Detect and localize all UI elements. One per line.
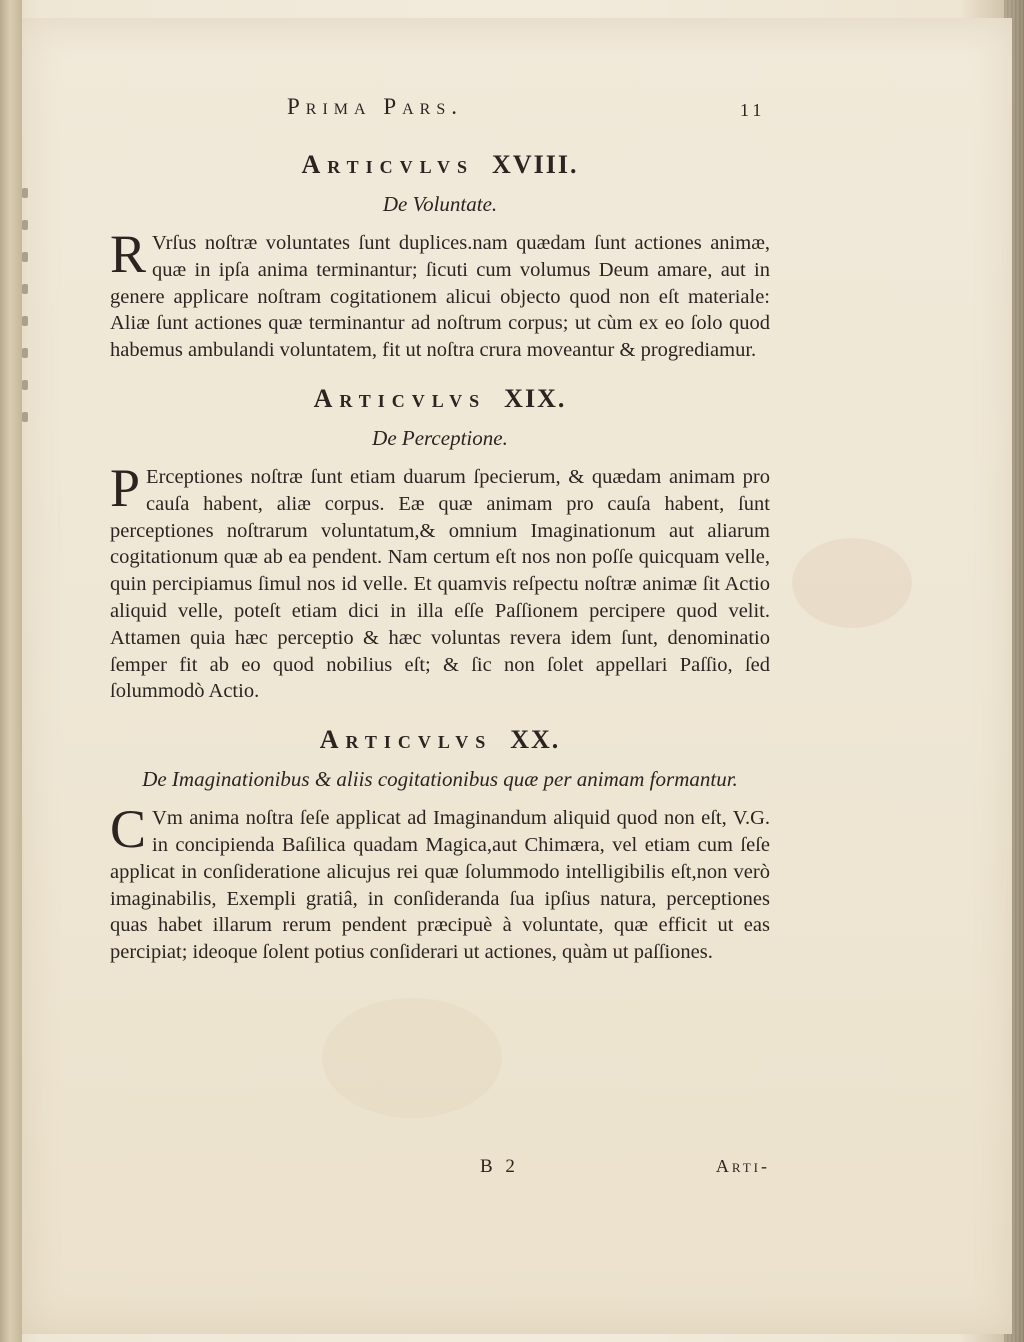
margin-mark bbox=[22, 380, 28, 390]
article-label: Articvlvs bbox=[301, 150, 475, 179]
article-heading bbox=[110, 148, 770, 182]
article-label: Articvlvs bbox=[319, 725, 493, 755]
article-xx bbox=[110, 723, 770, 966]
bleed-through-margin bbox=[22, 188, 32, 444]
margin-mark bbox=[22, 284, 28, 294]
paper-stain bbox=[792, 538, 912, 628]
article-xviii bbox=[110, 148, 770, 364]
running-title: Prima Pars. bbox=[287, 94, 463, 119]
article-numeral: XX. bbox=[510, 725, 561, 755]
margin-mark bbox=[22, 188, 28, 198]
article-subtitle: De Voluntate. bbox=[382, 192, 498, 216]
margin-mark bbox=[22, 316, 28, 326]
article-label: Articvlvs bbox=[313, 383, 487, 413]
article-heading bbox=[110, 723, 770, 757]
article-numeral: XVIII. bbox=[492, 150, 579, 179]
page bbox=[22, 18, 1012, 1334]
paper-stain bbox=[322, 998, 502, 1118]
margin-mark bbox=[22, 348, 28, 358]
article-subtitle: De Perceptione. bbox=[372, 425, 508, 450]
drop-cap: C bbox=[110, 799, 147, 860]
page-number: 11 bbox=[740, 100, 766, 120]
drop-cap: P bbox=[110, 457, 141, 518]
article-paragraph bbox=[110, 224, 770, 364]
article-xix bbox=[110, 382, 770, 705]
paragraph-text: Vrſus noſtræ voluntates ſunt duplices.nam quædam ſunt actiones animæ, quæ in ipſa anima terminantur; ſicuti cum volumus Deum amare, aut in genere applicare noſtram cogitationem alicui objecto quod non eſt materiale: Aliæ ſunt actiones quæ terminantur ad noſtrum corpus; ut cùm ex eo ſolo quod habemus ambulandi voluntatem, fit ut noſtra crura moveantur & progrediamur. bbox=[110, 232, 770, 362]
article-heading bbox=[110, 382, 770, 416]
margin-mark bbox=[22, 252, 28, 262]
page-footer bbox=[110, 1156, 770, 1184]
drop-cap: R bbox=[110, 224, 147, 284]
margin-mark bbox=[22, 412, 28, 422]
body-text bbox=[110, 148, 770, 984]
article-paragraph bbox=[110, 457, 770, 705]
left-page-edge bbox=[0, 0, 22, 1342]
article-numeral: XIX. bbox=[504, 383, 567, 413]
paragraph-text: Erceptiones noſtræ ſunt etiam duarum ſpecierum, & quædam animam pro cauſa habent, aliæ corpus. Eæ quæ animam pro cauſa habent, ſunt perceptiones noſtrarum voluntatum,& omnium Imaginationum aut aliarum cogitationum quæ ab ea pendent. Nam certum eſt nos non poſſe quicquam velle, quin percipiamus ſimul nos id velle. Et quamvis reſpectu noſtræ animæ ſit Actio aliquid velle, poteſt etiam dici in illa eſſe Paſſionem percipere quod velit. Attamen quia hæc perceptio & hæc voluntas revera idem ſunt, denominatio ſemper fit ab eo quod nobilius eſt; & ſic non ſolet appellari Paſſio, ſed ſolummodò Actio. bbox=[110, 465, 770, 703]
catchword: Arti- bbox=[715, 1156, 770, 1176]
margin-mark bbox=[22, 220, 28, 230]
running-head bbox=[22, 88, 1012, 128]
article-paragraph bbox=[110, 799, 770, 966]
paragraph-text: Vm anima noſtra ſeſe applicat ad Imaginandum aliquid quod non eſt, V.G. in concipienda Baſilica quadam Magica,aut Chimæra, vel etiam cum ſeſe applicat in conſideratione alicujus rei quæ ſolummodo intelligibilis eſt,non verò imaginabilis, Exempli gratiâ, in conſideranda ſua ipſius natura, perceptiones quas habet illarum rerum pendent præcipuè à voluntate, quæ efficit ut eas percipiat; ideoque ſolent potius conſiderari ut actiones, quàm ut paſſiones. bbox=[110, 807, 770, 964]
signature-mark: B 2 bbox=[480, 1156, 519, 1177]
article-subtitle: De Imaginationibus & aliis cogitationibus quæ per animam formantur. bbox=[142, 767, 738, 792]
